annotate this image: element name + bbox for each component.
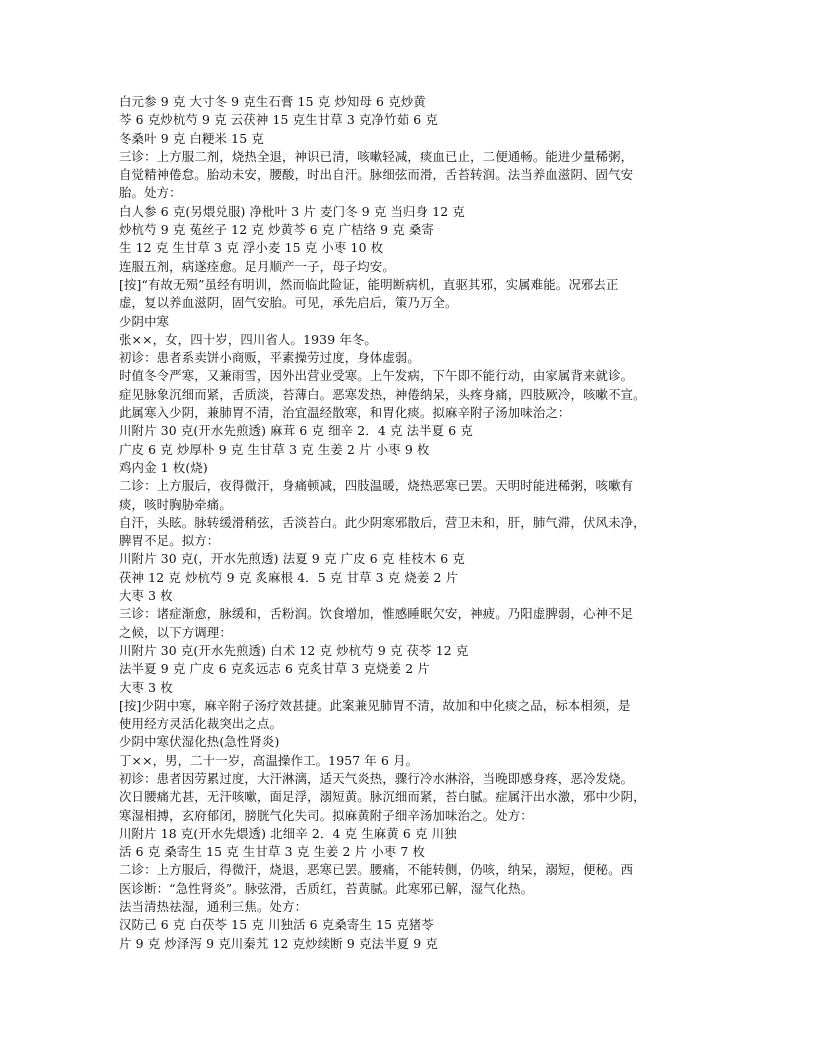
text-line: 白元参 9 克 大寸冬 9 克生石膏 15 克 炒知母 6 克炒黄 [119,94,426,109]
text-line: 汉防己 6 克 白茯苓 15 克 川独活 6 克桑寄生 15 克猪苓 [119,917,434,933]
text-line: 川附片 30 克(，开水先煎透) 法夏 9 克 广皮 6 克 桂枝木 6 克 [119,551,465,567]
text-line: 之候，以下方调理： [119,624,232,640]
text-line: 法半夏 9 克 广皮 6 克炙远志 6 克炙甘草 3 克烧姜 2 片 [119,661,430,677]
text-line: 时值冬令严寒，又兼雨雪，因外出营业受寒。上午发病，下午即不能行动，由家属背来就诊。 [119,368,634,384]
section-heading: 少阴中寒伏湿化热(急性肾炎) [119,734,280,750]
text-line: 初诊：患者因劳累过度，大汗淋漓，适天气炎热，骤行冷水淋浴，当晚即感身疼，恶冷发烧。 [119,770,634,786]
text-line: 医诊断：“急性肾炎”。脉弦滑，舌质红，苔黄腻。此寒邪已解，湿气化热。 [119,880,534,896]
text-line: 二诊：上方服后，得微汗，烧退，恶寒已罢。腰痛，不能转侧，仍咳，纳呆，溺短，便秘。西 [119,862,634,878]
text-line: 初诊：患者系卖饼小商贩，平素操劳过度，身体虚弱。 [119,350,420,366]
text-line: 川附片 30 克(开水先煎透) 白术 12 克 炒杭芍 9 克 茯苓 12 克 [119,642,469,658]
text-line: 冬桑叶 9 克 白粳米 15 克 [119,130,264,146]
text-line: 川附片 30 克(开水先煎透) 麻茸 6 克 细辛 2．4 克 法半夏 6 克 [119,423,473,439]
text-line: 胎。处方： [119,185,182,201]
text-line: [按]“有故无殒”虽经有明训，然而临此险证，能明断病机，直驱其邪，实属难能。况邪去正 [119,276,619,292]
text-line: 次日腰痛尤甚，无汗咳嗽，面足浮，溺短黄。脉沉细而紧，苔白腻。症属汗出水激，邪中少阴， [119,789,646,805]
text-line: 白人参 6 克(另煨兑服) 净枇叶 3 片 麦门冬 9 克 当归身 12 克 [119,203,465,219]
text-line: 丁××，男，二十一岁，高温操作工。1957 年 6 月。 [119,752,419,768]
text-line: 三诊：诸症渐愈，脉缓和，舌粉润。饮食增加，惟感睡眠欠安，神疲。乃阳虚脾弱，心神不足 [119,606,634,622]
text-line: 此属寒入少阴，兼肺胃不清，治宜温经散寒，和胃化痰。拟麻辛附子汤加味治之： [119,405,571,421]
text-line: 自汗，头眩。脉转缓滑稍弦，舌淡苔白。此少阴寒邪散后，营卫未和，肝，肺气滞，伏风未净， [119,514,646,530]
text-line: 症见脉象沉细而紧，舌质淡，苔薄白。恶寒发热，神倦纳呆，头疼身痛，四肢厥冷，咳嗽不宣。 [119,386,646,402]
text-line: 痰，咳时胸胁牵痛。 [119,496,232,512]
text-line: 广皮 6 克 炒厚朴 9 克 生甘草 3 克 生姜 2 片 小枣 9 枚 [119,441,430,457]
text-line: 活 6 克 桑寄生 15 克 生甘草 3 克 生姜 2 片 小枣 7 枚 [119,844,426,860]
text-line: 川附片 18 克(开水先煨透) 北细辛 2．4 克 生麻黄 6 克 川独 [119,825,457,841]
text-line: 使用经方灵活化裁突出之点。 [119,716,283,732]
document-page [119,93,699,953]
text-line: 片 9 克 炒泽泻 9 克川秦艽 12 克炒续断 9 克法半夏 9 克 [119,935,438,951]
text-line: 鸡内金 1 枚(烧) [119,459,208,475]
text-line: 大枣 3 枚 [119,679,173,695]
text-line: 连服五剂，病遂痊愈。足月顺产一子，母子均安。 [119,258,395,274]
text-line: 法当清热祛湿，通利三焦。处方： [119,899,308,915]
text-line: 脾胃不足。拟方： [119,533,220,549]
text-line: 生 12 克 生甘草 3 克 浮小麦 15 克 小枣 10 枚 [119,240,384,256]
text-line: 二诊：上方服后，夜得微汗，身痛顿减，四肢温暖，烧热恶寒已罢。天明时能进稀粥，咳嗽有 [119,478,634,494]
text-line: 大枣 3 枚 [119,588,173,604]
text-line: 三诊：上方服二剂，烧热全退，神识已清，咳嗽轻减，痰血已止，二便通畅。能进少量稀粥， [119,148,634,164]
text-line: 芩 6 克炒杭芍 9 克 云茯神 15 克生甘草 3 克净竹茹 6 克 [119,112,438,128]
text-line: 虚，复以养血滋阴，固气安胎。可见，承先启后，策乃万全。 [119,295,458,311]
text-line: 寒湿相搏，玄府郁闭，膀胱气化失司。拟麻黄附子细辛汤加味治之。处方： [119,807,533,823]
text-line: 张××，女，四十岁，四川省人。1939 年冬。 [119,331,377,347]
section-heading: 少阴中寒 [119,313,170,329]
text-line: 自觉精神倦怠。胎动未安，腰酸，时出自汗。脉细弦而滑，舌苔转润。法当养血滋阴、固气安 [119,167,634,183]
text-line: [按]少阴中寒，麻辛附子汤疗效甚捷。此案兼见肺胃不清，故加和中化痰之品，标本相须，是 [119,697,631,713]
text-line: 茯神 12 克 炒杭芍 9 克 炙麻根 4．5 克 甘草 3 克 烧姜 2 片 [119,569,459,585]
text-line: 炒杭芍 9 克 菟丝子 12 克 炒黄芩 6 克 广桔络 9 克 桑寄 [119,222,434,238]
